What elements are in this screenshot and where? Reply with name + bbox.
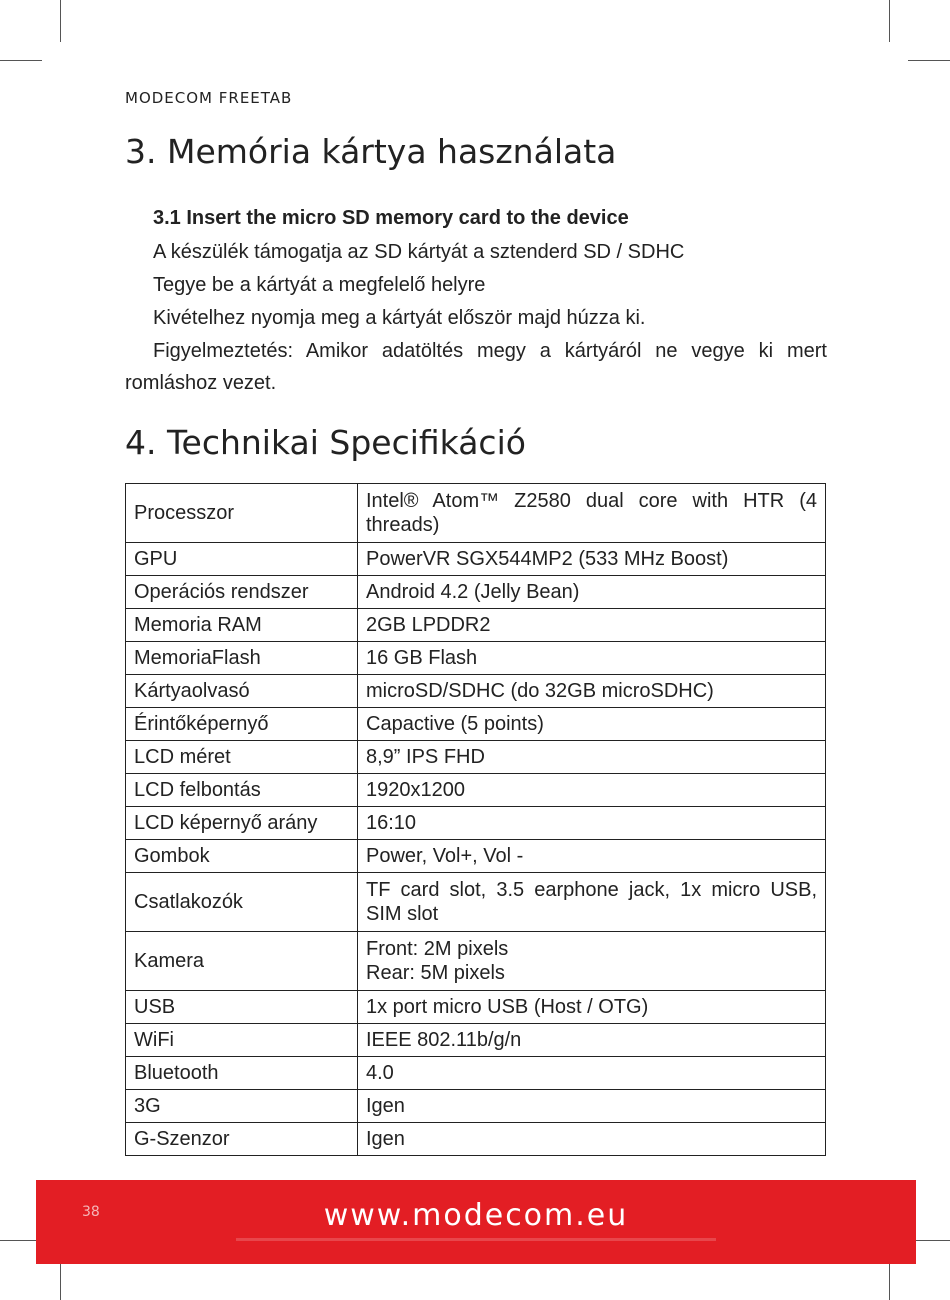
section-3-title: 3. Memória kártya használata [125, 132, 617, 171]
spec-key: LCD méret [126, 741, 358, 774]
table-row [126, 991, 826, 1024]
section-4-title: 4. Technikai Specifikáció [125, 423, 526, 462]
spec-value: 16 GB Flash [358, 642, 826, 675]
spec-value: IEEE 802.11b/g/n [358, 1024, 826, 1057]
spec-value: 8,9” IPS FHD [358, 741, 826, 774]
spec-key: GPU [126, 543, 358, 576]
spec-key: LCD képernyő arány [126, 807, 358, 840]
spec-value: 4.0 [358, 1057, 826, 1090]
crop-mark-top-left-v [60, 0, 61, 42]
table-row [126, 932, 826, 991]
footer-stripe [236, 1238, 716, 1241]
page-number: 38 [82, 1204, 100, 1220]
spec-key: Operációs rendszer [126, 576, 358, 609]
spec-key: Csatlakozók [126, 873, 358, 932]
spec-key: MemoriaFlash [126, 642, 358, 675]
spec-value: microSD/SDHC (do 32GB microSDHC) [358, 675, 826, 708]
crop-mark-bottom-right-v [889, 1258, 890, 1300]
table-row [126, 576, 826, 609]
spec-key: 3G [126, 1090, 358, 1123]
spec-key: Kártyaolvasó [126, 675, 358, 708]
table-row [126, 484, 826, 543]
crop-mark-top-right-v [889, 0, 890, 42]
paragraph-line: Tegye be a kártyát a megfelelő helyre [153, 274, 486, 296]
paragraph-line: Kivételhez nyomja meg a kártyát először majd húzza ki. [153, 307, 646, 329]
spec-key: G-Szenzor [126, 1123, 358, 1156]
spec-value: 2GB LPDDR2 [358, 609, 826, 642]
spec-key: Gombok [126, 840, 358, 873]
spec-value: Igen [358, 1090, 826, 1123]
table-row [126, 642, 826, 675]
spec-value: 16:10 [358, 807, 826, 840]
table-row [126, 1090, 826, 1123]
spec-value: Android 4.2 (Jelly Bean) [358, 576, 826, 609]
table-row [126, 675, 826, 708]
crop-mark-top-left-h [0, 60, 42, 61]
spec-value: 1920x1200 [358, 774, 826, 807]
table-row [126, 1024, 826, 1057]
crop-mark-top-right-h [908, 60, 950, 61]
table-row [126, 609, 826, 642]
spec-key: Érintőképernyő [126, 708, 358, 741]
footer-band [36, 1180, 916, 1264]
spec-value-line: Rear: 5M pixels [366, 962, 505, 984]
section-3-1-subtitle: 3.1 Insert the micro SD memory card to the device [153, 207, 629, 229]
table-row [126, 840, 826, 873]
spec-value: Power, Vol+, Vol - [358, 840, 826, 873]
paragraph-line: A készülék támogatja az SD kártyát a sztenderd SD / SDHC [153, 241, 685, 263]
warning-paragraph: Figyelmeztetés: Amikor adatöltés megy a kártyáról ne vegye ki mert romláshoz vezet. [125, 340, 827, 394]
table-row [126, 774, 826, 807]
spec-key: WiFi [126, 1024, 358, 1057]
table-row [126, 1123, 826, 1156]
spec-key: LCD felbontás [126, 774, 358, 807]
table-row [126, 741, 826, 774]
spec-value: Capactive (5 points) [358, 708, 826, 741]
table-row [126, 1057, 826, 1090]
table-row [126, 543, 826, 576]
spec-key: Memoria RAM [126, 609, 358, 642]
spec-key: Kamera [126, 932, 358, 991]
spec-value [358, 932, 826, 991]
spec-value: 1x port micro USB (Host / OTG) [358, 991, 826, 1024]
spec-table [125, 483, 826, 1156]
table-row [126, 807, 826, 840]
spec-value-line: Front: 2M pixels [366, 938, 509, 960]
spec-key: Processzor [126, 484, 358, 543]
spec-value: Igen [358, 1123, 826, 1156]
spec-value: TF card slot, 3.5 earphone jack, 1x micro USB, SIM slot [358, 873, 826, 932]
running-header-brand: MODECOM FREETAB [125, 89, 293, 107]
spec-value: Intel® Atom™ Z2580 dual core with HTR (4 threads) [358, 484, 826, 543]
footer-url: www.modecom.eu [323, 1198, 629, 1233]
spec-key: USB [126, 991, 358, 1024]
spec-value: PowerVR SGX544MP2 (533 MHz Boost) [358, 543, 826, 576]
crop-mark-bottom-left-v [60, 1258, 61, 1300]
table-row [126, 873, 826, 932]
spec-key: Bluetooth [126, 1057, 358, 1090]
table-row [126, 708, 826, 741]
